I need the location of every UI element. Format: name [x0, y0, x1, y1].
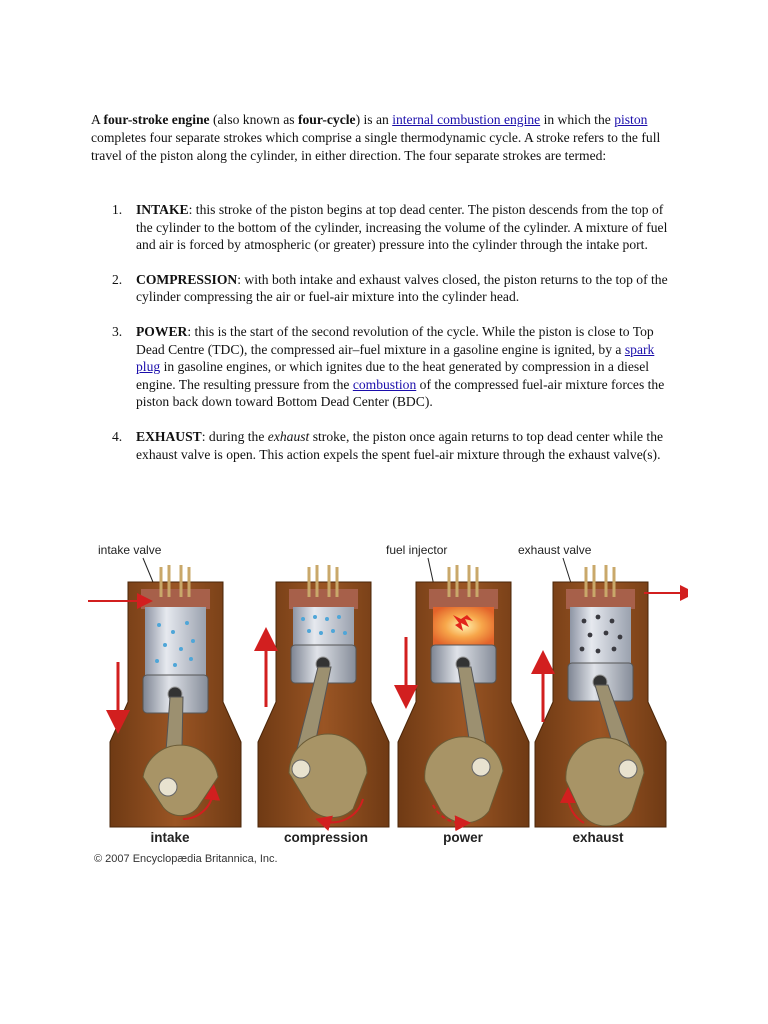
- stroke-emphasis: exhaust: [267, 428, 310, 444]
- stroke-text: in gasoline engines, or which ignites due to the heat generated by compression in a diesel engine. The resulting pressure from the: [136, 359, 650, 392]
- stroke-list: [91, 201, 681, 463]
- list-item-exhaust: [91, 428, 681, 463]
- list-number: 2.: [112, 271, 123, 287]
- crank-pin: [292, 760, 310, 778]
- link-combustion[interactable]: combustion: [352, 376, 417, 392]
- copyright-notice: © 2007 Encyclopædia Britannica, Inc.: [94, 853, 278, 865]
- cylinder: [570, 607, 631, 663]
- list-number: 4.: [112, 428, 123, 444]
- link-spark-plug[interactable]: spark plug: [136, 341, 655, 375]
- engine-intake: [88, 565, 241, 827]
- intro-text-1: A: [91, 112, 104, 127]
- list-item-power: [91, 323, 681, 411]
- crank-pin: [472, 758, 490, 776]
- cylinder-head: [429, 589, 498, 609]
- intro-text-2: (also known as: [209, 112, 298, 127]
- term-four-cycle: four-cycle: [297, 112, 356, 127]
- cylinder-head: [141, 589, 210, 609]
- stroke-text: stroke, the piston once again returns to top dead center while the exhaust valve is open. This action expels the spent fuel-air mixture through the exhaust valve(s).: [136, 428, 664, 462]
- list-number: 3.: [112, 323, 123, 339]
- combustion-chamber: [433, 607, 494, 645]
- engine-compression: [258, 565, 389, 827]
- stroke-title: EXHAUST: [136, 428, 202, 444]
- list-item-compression: [91, 271, 681, 306]
- stroke-title: COMPRESSION: [136, 271, 238, 287]
- cylinder-head: [566, 589, 635, 609]
- label-fuel-injector: fuel injector: [386, 543, 448, 557]
- engine-power: [398, 565, 529, 827]
- label-exhaust-valve: exhaust valve: [518, 543, 592, 557]
- crank-pin: [619, 760, 637, 778]
- cylinder: [293, 607, 354, 645]
- label-intake-valve: intake valve: [98, 543, 162, 557]
- stroke-text: : this stroke of the piston begins at top dead center. The piston descends from the top of the cylinder to the bottom of the cylinder, increasing the volume of the cylinder. A mixture of fuel and air is forced by atmospheric (or greater) pressure into the cylinder through the intake port.: [136, 202, 668, 253]
- stroke-text: : with both intake and exhaust valves closed, the piston returns to the top of the cylinder compressing the air or fuel-air mixture into the cylinder head.: [136, 271, 668, 305]
- crank-pin: [159, 778, 177, 796]
- caption-intake: intake: [150, 830, 190, 845]
- engine-exhaust: [535, 565, 688, 827]
- intro-text-4: in which the: [540, 112, 615, 127]
- stroke-text: of the compressed fuel-air mixture forces the piston back down toward Bottom Dead Center (BDC).: [136, 376, 665, 410]
- intro-text-3: ) is an: [355, 112, 393, 127]
- list-item-intake: [91, 201, 681, 254]
- stroke-title: INTAKE: [136, 202, 189, 217]
- caption-exhaust: exhaust: [572, 830, 624, 845]
- intro-paragraph: [91, 111, 671, 166]
- stroke-title: POWER: [136, 323, 188, 339]
- four-stroke-diagram: [88, 537, 688, 873]
- stroke-text: : during the: [201, 428, 268, 444]
- engine-diagram-svg: [88, 537, 688, 873]
- caption-compression: compression: [283, 830, 369, 845]
- link-piston[interactable]: piston: [614, 112, 648, 127]
- stroke-text: : this is the start of the second revolution of the cycle. While the piston is close to Top Dead Centre (TDC), the compressed air–fuel mixture in a gasoline engine is ignited, by a: [136, 323, 654, 357]
- term-four-stroke: four-stroke engine: [103, 112, 210, 127]
- caption-power: power: [443, 830, 483, 845]
- link-internal-combustion-engine[interactable]: internal combustion engine: [392, 112, 541, 127]
- cylinder-head: [289, 589, 358, 609]
- list-number: 1.: [112, 202, 123, 217]
- intro-text-5: completes four separate strokes which comprise a single thermodynamic cycle. A stroke refers to the full travel of the piston along the cylinder, in either direction. The four separate strokes are termed:: [91, 130, 661, 164]
